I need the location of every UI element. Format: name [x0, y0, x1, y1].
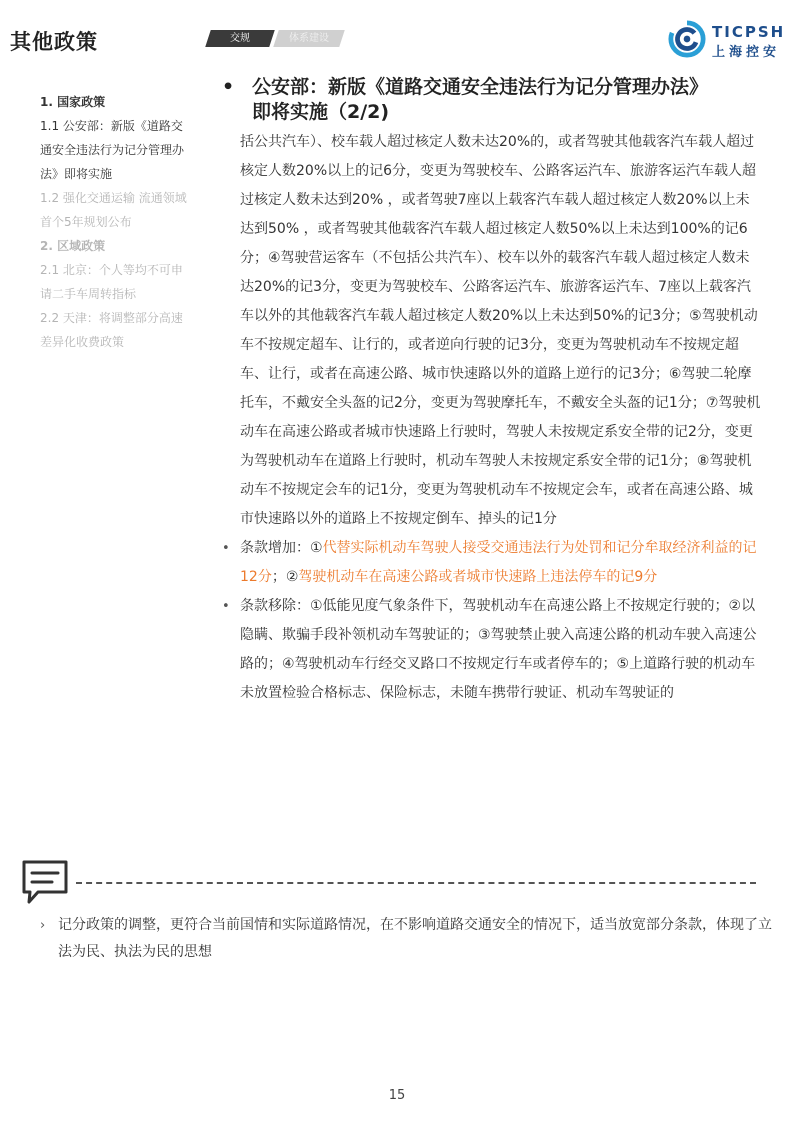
- toc-item[interactable]: 请二手车周转指标: [40, 287, 137, 301]
- table-of-contents: [40, 90, 210, 354]
- summary-text: 记分政策的调整，更符合当前国情和实际道路情况，在不影响道路交通安全的情况下，适当放宽部分条款，体现了立法为民、执法为民的思想: [58, 917, 772, 960]
- removals-text: 条款移除：①低能见度气象条件下，驾驶机动车在高速公路上不按规定行驶的；②以隐瞒、欺骗手段补领机动车驾驶证的；③驾驶禁止驶入高速公路的机动车驶入高速公路的；④驾驶机动车行经交叉路口不按规定行车或者停车的；⑤上道路行驶的机动车未放置检验合格标志、保险标志，未随车携带行驶证、机动车驾驶证的: [240, 598, 757, 701]
- toc-item[interactable]: 2.1 北京：个人等均不可申: [40, 263, 183, 277]
- additions-item: [222, 534, 762, 592]
- toc-item[interactable]: 首个5年规划公布: [40, 215, 132, 229]
- toc-item[interactable]: 1.1 公安部：新版《道路交: [40, 119, 183, 133]
- additions-separator: ；②: [271, 569, 299, 585]
- logo-mark-icon: [668, 20, 706, 58]
- tab-traffic-rules[interactable]: 交规: [205, 30, 275, 47]
- toc-item[interactable]: 法》即将实施: [40, 167, 113, 181]
- logo-text-en: TICPSH: [712, 23, 786, 41]
- heading-bullet: •: [222, 76, 235, 98]
- heading-line-1: 公安部：新版《道路交通安全违法行为记分管理办法》: [252, 76, 709, 98]
- toc-item[interactable]: 差异化收费政策: [40, 335, 125, 349]
- addition-2: 驾驶机动车在高速公路或者城市快速路上违法停车的记9分: [298, 569, 658, 585]
- toc-item[interactable]: 1.2 强化交通运输 流通领域: [40, 191, 187, 205]
- toc-item[interactable]: 通安全违法行为记分管理办: [40, 143, 185, 157]
- bullet-dot: •: [222, 541, 230, 556]
- chevron-right-icon: ›: [40, 918, 46, 933]
- heading-line-2: 即将实施（2/2): [252, 101, 390, 123]
- summary-note: [40, 912, 778, 966]
- page-title: 其他政策: [10, 30, 98, 54]
- comment-icon: [20, 858, 70, 906]
- section-heading: [222, 75, 762, 125]
- removals-item: [222, 592, 762, 708]
- body-paragraph: 括公共汽车）、校车载人超过核定人数未达20%的，或者驾驶其他载客汽车载人超过核定人数20%以上的记6分，变更为驾驶校车、公路客运汽车、旅游客运汽车载人超过核定人数未达到20% ，或者驾驶7座以上载客汽车载人超过核定人数20%以上未达到50% ，或者驾驶其他载客汽车载人超过核定人数50%以上未达到100%的记6分；④驾驶营运客车（不包括公共汽车）、校车以外的载客汽车载人超过核定人数未达20%的记3分，变更为驾驶校车、公路客运汽车、旅游客运汽车、7座以上载客汽车以外的其他载客汽车载人超过核定人数20%以上未达到50%的记3分；⑤驾驶机动车不按规定超车、让行的，或者逆向行驶的记3分，变更为驾驶机动车不按规定超车、让行，或者在高速公路、城市快速路以外的道路上逆行的记3分；⑥驾驶二轮摩托车，不戴安全头盔的记2分，变更为驾驶摩托车，不戴安全头盔的记1分；⑦驾驶机动车在高速公路或者城市快速路上行驶时，驾驶人未按规定系安全带的记2分，变更为驾驶机动车在道路上行驶时，机动车驾驶人未按规定系安全带的记1分；⑧驾驶机动车不按规定会车的记1分，变更为驾驶机动车不按规定会车，或者在高速公路、城市快速路以外的道路上不按规定倒车、掉头的记1分: [240, 134, 761, 527]
- main-content: [222, 75, 762, 708]
- toc-item[interactable]: 1. 国家政策: [40, 95, 106, 109]
- company-logo: [668, 20, 788, 60]
- logo-text-cn: 上海控安: [712, 45, 781, 60]
- toc-item[interactable]: 2.2 天津：将调整部分高速: [40, 311, 183, 325]
- bullet-dot: •: [222, 599, 230, 614]
- page-number: 15: [388, 1088, 406, 1103]
- tab-system-building[interactable]: 体系建设: [273, 30, 345, 47]
- toc-item[interactable]: 2. 区域政策: [40, 239, 106, 253]
- dashed-divider: [76, 882, 756, 884]
- additions-prefix: 条款增加：①: [240, 540, 323, 556]
- addition-1: 代替实际机动车驾驶人接受交通违法行为处罚和记分牟取经济利益的记12分: [240, 540, 757, 585]
